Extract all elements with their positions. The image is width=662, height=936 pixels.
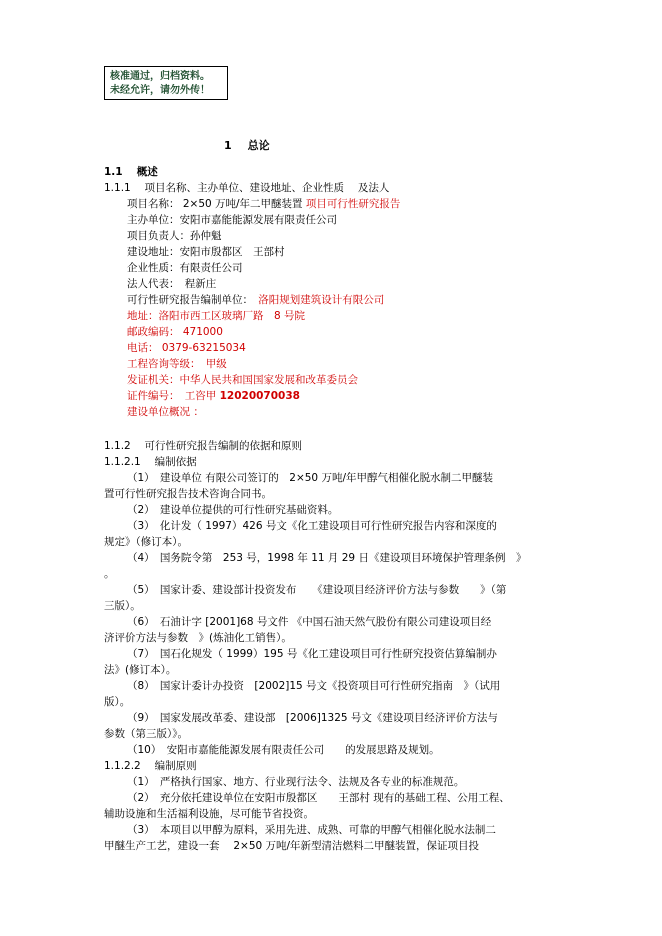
line-text: （8） 国家计委计办投资 [2002]15 号文《投资项目可行性研究指南 》（试用: [127, 680, 501, 692]
line-text: （1） 严格执行国家、地方、行业现行法令、法规及各专业的标准规范。: [127, 776, 465, 788]
text-line: [104, 759, 197, 774]
text-line: [104, 535, 188, 550]
line-text: 建设地址：安阳市殷都区 王部村: [127, 246, 285, 258]
text-line: [104, 631, 292, 646]
chapter-title-text: 总论: [247, 139, 270, 152]
line-text: （9） 国家发展改革委、建设部 [2006]1325 号文《建设项目经济评价方法与: [127, 712, 498, 724]
highlighted-text: 发证机关：中华人民共和国国家发展和改革委员会: [127, 374, 358, 386]
text-line: [104, 695, 130, 710]
text-line: [127, 647, 497, 662]
line-text: 项目名称： 2×50 万吨/年二甲醚装置: [127, 198, 303, 210]
text-line: [104, 567, 115, 582]
text-line: [127, 551, 526, 566]
line-text: 。: [104, 568, 115, 580]
line-text: 辅助设施和生活福利设施，尽可能节省投资。: [104, 808, 314, 820]
text-line: [127, 405, 204, 420]
text-line: [104, 807, 314, 822]
line-text: （3） 本项目以甲醇为原料，采用先进、成熟、可靠的甲醇气相催化脱水法制二: [127, 824, 496, 836]
line-text: 1.1.1 项目名称、主办单位、建设地址、企业性质 及法人: [104, 182, 390, 194]
line-text: 甲醚生产工艺，建设一套 2×50 万吨/年新型清洁燃料二甲醚装置，保证项目投: [104, 840, 480, 852]
line-text: （4） 国务院令第 253 号，1998 年 11 月 29 日《建设项目环境保护管理条例 》: [127, 552, 527, 564]
text-line: [127, 293, 384, 308]
text-line: [127, 261, 243, 276]
text-line: [127, 277, 216, 292]
text-line: [127, 389, 300, 404]
chapter-title: [224, 137, 270, 153]
text-line: [127, 245, 285, 260]
highlighted-text: 地址：洛阳市西工区玻璃厂路 8 号院: [127, 310, 306, 322]
text-line: [104, 663, 176, 678]
line-text: （10） 安阳市嘉能能源发展有限责任公司 的发展思路及规划。: [127, 744, 440, 756]
line-text: 主办单位：安阳市嘉能能源发展有限责任公司: [127, 214, 337, 226]
text-line: [104, 455, 197, 470]
text-line: [127, 679, 500, 694]
line-text: 1.1.2.2 编制原则: [104, 760, 197, 772]
text-line: [104, 487, 272, 502]
text-line: [104, 599, 141, 614]
text-line: [127, 309, 305, 324]
text-line: [127, 373, 358, 388]
text-line: [127, 791, 510, 806]
line-text: （1） 建设单位 有限公司签订的 2×50 万吨/年甲醇气相催化脱水制二甲醚装: [127, 472, 493, 484]
notice-line-2: 未经允许，请勿外传！: [110, 85, 210, 96]
text-line: [104, 165, 158, 180]
line-text: 可行性研究报告编制单位：: [127, 294, 248, 306]
text-line: [104, 727, 188, 742]
text-line: [127, 519, 497, 534]
text-line: [127, 197, 400, 212]
line-text: 参数（第三版）》。: [104, 728, 188, 740]
text-line: [127, 615, 491, 630]
text-line: [127, 357, 227, 372]
line-text: （3） 化计发（ 1997）426 号文《化工建设项目可行性研究报告内容和深度的: [127, 520, 497, 532]
text-line: [127, 325, 223, 340]
text-line: [127, 471, 493, 486]
line-text: 法》(修订本）。: [104, 664, 177, 676]
highlighted-text: 证件编号： 工咨甲: [127, 390, 220, 402]
text-line: [127, 823, 496, 838]
text-line: [127, 711, 498, 726]
highlighted-text: 邮政编码： 471000: [127, 326, 223, 338]
line-text: （2） 充分依托建设单位在安阳市殷都区 王部村 现有的基础工程、公用工程、: [127, 792, 510, 804]
text-line: [127, 743, 440, 758]
line-text: 企业性质：有限责任公司: [127, 262, 243, 274]
highlighted-text: 项目可行性研究报告: [302, 198, 401, 210]
text-line: [127, 341, 246, 356]
line-text: （7） 国石化规发（ 1999）195 号《化工建设项目可行性研究投资估算编制办: [127, 648, 497, 660]
highlighted-text: 建设单位概况 ：: [127, 406, 204, 418]
highlighted-text: 洛阳规划建筑设计有限公司: [247, 294, 385, 306]
confidential-notice-box: [104, 66, 228, 100]
line-text: 济评价方法与参数 》(炼油化工销售）。: [104, 632, 292, 644]
line-text: 1.1.2.1 编制依据: [104, 456, 197, 468]
text-line: [127, 213, 337, 228]
chapter-number: 1: [224, 139, 232, 152]
certificate-number: 12020070038: [219, 390, 300, 402]
line-text: （5） 国家计委、建设部计投资发布 《建设项目经济评价方法与参数 》（第: [127, 584, 507, 596]
line-text: 法人代表： 程新庄: [127, 278, 217, 290]
line-text: 规定》（修订本）。: [104, 536, 188, 548]
line-text: 项目负责人：孙仲魁: [127, 230, 222, 242]
text-line: [104, 181, 389, 196]
line-text: 版）。: [104, 696, 131, 708]
line-text: 1.1.2 可行性研究报告编制的依据和原则: [104, 440, 303, 452]
line-text: （2） 建设单位提供的可行性研究基础资料。: [127, 504, 339, 516]
line-text: 1.1 概述: [104, 166, 158, 178]
line-text: 三版）。: [104, 600, 141, 612]
highlighted-text: 电话： 0379-63215034: [127, 342, 246, 354]
text-line: [127, 583, 506, 598]
text-line: [127, 503, 338, 518]
text-line: [104, 439, 302, 454]
notice-line-1: 核准通过，归档资料。: [110, 71, 210, 82]
text-line: [127, 229, 222, 244]
line-text: 置可行性研究报告技术咨询合同书。: [104, 488, 272, 500]
line-text: （6） 石油计字 [2001]68 号文件 《中国石油天然气股份有限公司建设项目经: [127, 616, 492, 628]
highlighted-text: 工程咨询等级： 甲级: [127, 358, 227, 370]
text-line: [104, 839, 479, 854]
text-line: [127, 775, 464, 790]
